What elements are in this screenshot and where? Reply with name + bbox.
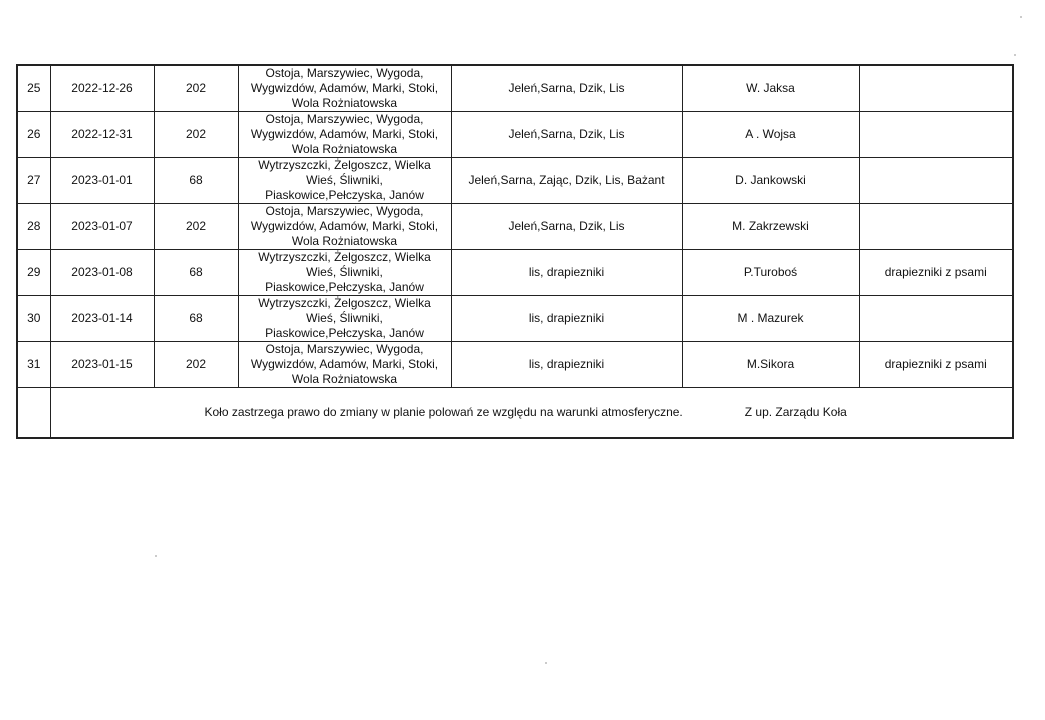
village-line: Ostoja, Marszywiec, Wygoda,	[265, 66, 424, 80]
hunt-notes	[859, 158, 1013, 204]
footer-row	[17, 388, 1013, 439]
hunting-area: 68	[154, 158, 238, 204]
village-line: Wygwizdów, Adamów, Marki, Stoki,	[250, 357, 439, 371]
game-species: lis, drapiezniki	[451, 342, 682, 388]
village-list	[238, 204, 451, 250]
table-body	[17, 65, 1013, 438]
footer-empty-cell	[17, 388, 50, 439]
table-row	[17, 158, 1013, 204]
scan-speck	[545, 662, 547, 664]
hunt-date: 2023-01-14	[50, 296, 154, 342]
hunt-notes	[859, 204, 1013, 250]
hunt-leader: W. Jaksa	[682, 65, 859, 112]
village-list	[238, 250, 451, 296]
village-line: Wytrzyszczki, Żelgoszcz, Wielka	[258, 296, 431, 310]
hunt-leader: D. Jankowski	[682, 158, 859, 204]
village-list	[238, 296, 451, 342]
table-row	[17, 204, 1013, 250]
hunting-area: 68	[154, 296, 238, 342]
village-line: Wola Rożniatowska	[291, 372, 398, 386]
row-number: 31	[17, 342, 50, 388]
village-line: Ostoja, Marszywiec, Wygoda,	[265, 342, 424, 356]
row-number: 29	[17, 250, 50, 296]
village-line: Piaskowice,Pełczyska, Janów	[265, 280, 424, 294]
hunt-date: 2023-01-15	[50, 342, 154, 388]
table-row	[17, 250, 1013, 296]
village-line: Wytrzyszczki, Żelgoszcz, Wielka	[258, 250, 431, 264]
scan-speck	[1020, 16, 1022, 18]
footer-disclaimer: Koło zastrzega prawo do zmiany w planie polowań ze względu na warunki atmosferyczne.	[204, 405, 683, 419]
village-line: Piaskowice,Pełczyska, Janów	[265, 326, 424, 340]
hunt-date: 2023-01-07	[50, 204, 154, 250]
game-species: Jeleń,Sarna, Zając, Dzik, Lis, Bażant	[451, 158, 682, 204]
row-number: 27	[17, 158, 50, 204]
village-list	[238, 65, 451, 112]
table-row	[17, 296, 1013, 342]
table-row	[17, 65, 1013, 112]
row-number: 28	[17, 204, 50, 250]
table-row	[17, 112, 1013, 158]
hunt-leader: P.Turoboś	[682, 250, 859, 296]
hunt-date: 2022-12-31	[50, 112, 154, 158]
village-line: Wygwizdów, Adamów, Marki, Stoki,	[250, 81, 439, 95]
hunting-plan-table	[16, 64, 1014, 439]
game-species: Jeleń,Sarna, Dzik, Lis	[451, 112, 682, 158]
scan-speck	[1014, 54, 1016, 56]
hunt-notes	[859, 112, 1013, 158]
row-number: 25	[17, 65, 50, 112]
game-species: Jeleń,Sarna, Dzik, Lis	[451, 65, 682, 112]
game-species: lis, drapiezniki	[451, 296, 682, 342]
footer-signature: Z up. Zarządu Koła	[744, 405, 847, 419]
village-line: Wieś, Śliwniki,	[306, 173, 383, 187]
village-line: Ostoja, Marszywiec, Wygoda,	[265, 112, 424, 126]
hunt-notes	[859, 65, 1013, 112]
hunting-area: 68	[154, 250, 238, 296]
village-line: Wygwizdów, Adamów, Marki, Stoki,	[250, 127, 439, 141]
footer-cell	[50, 388, 1013, 439]
hunt-date: 2023-01-01	[50, 158, 154, 204]
hunt-leader: A . Wojsa	[682, 112, 859, 158]
village-line: Ostoja, Marszywiec, Wygoda,	[265, 204, 424, 218]
hunt-leader: M. Zakrzewski	[682, 204, 859, 250]
hunting-area: 202	[154, 204, 238, 250]
hunt-notes: drapiezniki z psami	[859, 342, 1013, 388]
hunting-area: 202	[154, 342, 238, 388]
village-line: Wieś, Śliwniki,	[306, 265, 383, 279]
hunt-leader: M.Sikora	[682, 342, 859, 388]
village-list	[238, 112, 451, 158]
hunt-leader: M . Mazurek	[682, 296, 859, 342]
village-line: Wytrzyszczki, Żelgoszcz, Wielka	[258, 158, 431, 172]
game-species: lis, drapiezniki	[451, 250, 682, 296]
village-list	[238, 158, 451, 204]
table-row	[17, 342, 1013, 388]
village-line: Wola Rożniatowska	[291, 142, 398, 156]
hunting-area: 202	[154, 65, 238, 112]
hunt-notes: drapiezniki z psami	[859, 250, 1013, 296]
footer-content	[53, 405, 1011, 420]
village-line: Wola Rożniatowska	[291, 96, 398, 110]
village-line: Wygwizdów, Adamów, Marki, Stoki,	[250, 219, 439, 233]
hunt-date: 2022-12-26	[50, 65, 154, 112]
row-number: 30	[17, 296, 50, 342]
village-line: Piaskowice,Pełczyska, Janów	[265, 188, 424, 202]
row-number: 26	[17, 112, 50, 158]
village-list	[238, 342, 451, 388]
hunt-date: 2023-01-08	[50, 250, 154, 296]
game-species: Jeleń,Sarna, Dzik, Lis	[451, 204, 682, 250]
scan-speck	[155, 555, 157, 557]
hunting-area: 202	[154, 112, 238, 158]
village-line: Wieś, Śliwniki,	[306, 311, 383, 325]
hunt-notes	[859, 296, 1013, 342]
village-line: Wola Rożniatowska	[291, 234, 398, 248]
